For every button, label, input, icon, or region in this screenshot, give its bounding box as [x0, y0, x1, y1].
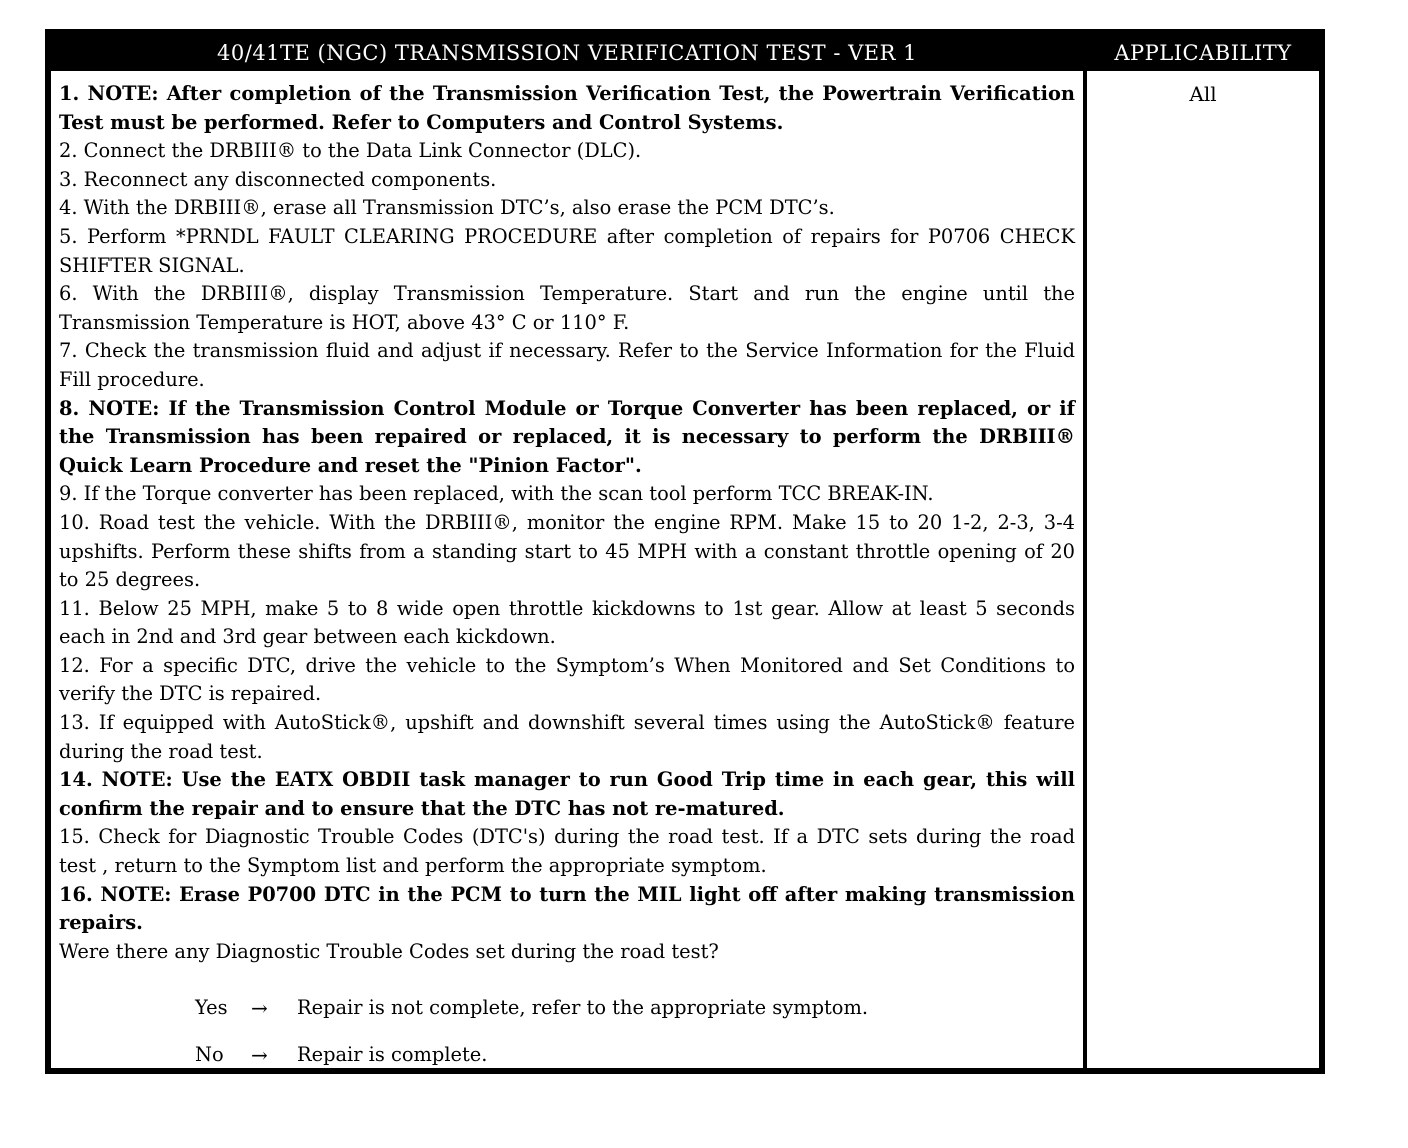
answer-no-result: Repair is complete.: [297, 1042, 488, 1066]
applicability-label: APPLICABILITY: [1114, 41, 1292, 65]
answer-yes: [195, 984, 1075, 1031]
applicability-header: [1087, 35, 1319, 71]
answer-list: [59, 984, 1075, 1068]
step-16: 16. NOTE: Erase P0700 DTC in the PCM to turn the MIL light off after making transmission repairs.: [59, 882, 1075, 935]
step-9: 9. If the Torque converter has been replaced, with the scan tool perform TCC BREAK-IN.: [59, 482, 934, 506]
test-title: 40/41TE (NGC) TRANSMISSION VERIFICATION TEST - VER 1: [217, 41, 917, 65]
test-title-header: [51, 35, 1087, 71]
verification-test-table: [45, 29, 1325, 1074]
step-14: 14. NOTE: Use the EATX OBDII task manager to run Good Trip time in each gear, this will confirm the repair and to ensure that the DTC has not re-matured.: [59, 768, 1075, 820]
test-steps-column: [51, 71, 1087, 1068]
arrow-right-icon: →: [251, 1042, 268, 1067]
question: Were there any Diagnostic Trouble Codes set during the road test?: [59, 939, 719, 963]
step-12: 12. For a specific DTC, drive the vehicle to the Symptom’s When Monitored and Set Conditions to verify the DTC is repaired.: [59, 653, 1075, 706]
answer-no-key: No: [195, 1042, 224, 1066]
step-4: 4. With the DRBIII®, erase all Transmission DTC’s, also erase the PCM DTC’s.: [59, 196, 835, 220]
applicability-value: All: [1189, 82, 1217, 106]
arrow-right-icon: →: [251, 995, 268, 1020]
applicability-column: [1087, 71, 1319, 1068]
step-2: 2. Connect the DRBIII® to the Data Link Connector (DLC).: [59, 139, 642, 163]
step-8: 8. NOTE: If the Transmission Control Module or Torque Converter has been replaced, or if the Transmission has been repaired or replaced, it is necessary to perform the DRBIII® Quick Learn Procedure and reset the "Pinion Factor".: [59, 396, 1075, 477]
step-6: 6. With the DRBIII®, display Transmission Temperature. Start and run the engine until the Transmission Temperature is HOT, above 43° C or 110° F.: [59, 282, 1075, 334]
step-15: 15. Check for Diagnostic Trouble Codes (DTC's) during the road test. If a DTC sets during the road test , return to the Symptom list and perform the appropriate symptom.: [59, 825, 1075, 878]
step-1: 1. NOTE: After completion of the Transmission Verification Test, the Powertrain Verification Test must be performed. Refer to Computers and Control Systems.: [59, 82, 1075, 134]
step-13: 13. If equipped with AutoStick®, upshift and downshift several times using the AutoStick® feature during the road test.: [59, 711, 1075, 763]
step-5: 5. Perform *PRNDL FAULT CLEARING PROCEDURE after completion of repairs for P0706 CHECK SHIFTER SIGNAL.: [59, 224, 1075, 277]
step-10: 10. Road test the vehicle. With the DRBIII®, monitor the engine RPM. Make 15 to 20 1-2, 2-3, 3-4 upshifts. Perform these shifts from a standing start to 45 MPH with a constant throttle opening of 20 to 25 degrees.: [59, 510, 1075, 592]
answer-yes-result: Repair is not complete, refer to the appropriate symptom.: [297, 995, 869, 1019]
step-3: 3. Reconnect any disconnected components.: [59, 167, 497, 191]
step-11: 11. Below 25 MPH, make 5 to 8 wide open throttle kickdowns to 1st gear. Allow at least 5 seconds each in 2nd and 3rd gear between each kickdown.: [59, 596, 1075, 649]
step-7: 7. Check the transmission fluid and adjust if necessary. Refer to the Service Information for the Fluid Fill procedure.: [59, 339, 1075, 391]
answer-yes-key: Yes: [195, 995, 228, 1019]
answer-no: [195, 1031, 1075, 1068]
